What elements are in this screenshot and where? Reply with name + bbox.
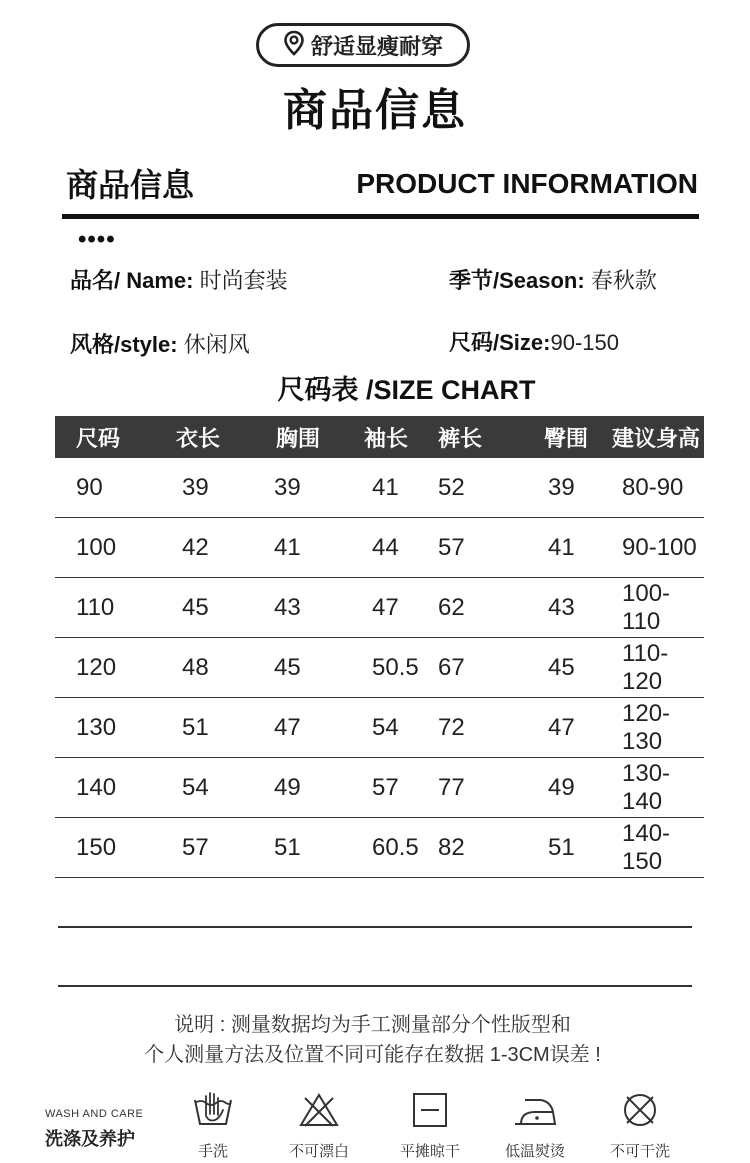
table-cell: 45: [548, 653, 575, 681]
care-item-no-bleach: [274, 1090, 364, 1161]
size-chart-title: 尺码表 /SIZE CHART: [277, 375, 536, 405]
decorative-dots: ••••: [78, 226, 116, 253]
season-value: 春秋款: [590, 268, 657, 293]
name-label: 品名/ Name:: [70, 268, 194, 293]
table-cell: 120-130: [622, 699, 671, 755]
table-cell: 150: [76, 833, 117, 861]
season-label: 季节/Season:: [449, 268, 585, 293]
section-title-cn: 商品信息: [66, 167, 195, 203]
table-cell: 47: [372, 593, 399, 621]
table-row: [55, 458, 704, 518]
table-cell: 54: [372, 713, 399, 741]
header-cell: 胸围: [276, 425, 321, 451]
no-dry-clean-icon: [595, 1090, 685, 1130]
location-pin-icon: [283, 30, 305, 61]
table-row: [55, 518, 704, 578]
care-label: 不可干洗: [609, 1143, 670, 1160]
info-style: [70, 328, 250, 359]
header-cell: 尺码: [76, 425, 121, 451]
table-cell: 39: [548, 473, 575, 501]
style-value: 休闲风: [183, 332, 250, 357]
dry-flat-icon: [385, 1090, 475, 1130]
table-cell: 52: [438, 473, 465, 501]
care-item-low-iron: [490, 1090, 580, 1161]
size-chart-header-row: [55, 416, 704, 458]
care-item-hand-wash: [168, 1090, 258, 1161]
care-label: 低温熨烫: [504, 1143, 565, 1160]
measurement-note-line2: 个人测量方法及位置不同可能存在数据 1-3CM误差 !: [144, 1044, 601, 1066]
table-cell: 140: [76, 773, 117, 801]
info-name: [70, 264, 288, 295]
table-cell: 77: [438, 773, 465, 801]
tagline-text: 舒适显瘦耐穿: [310, 33, 443, 59]
table-cell: 57: [182, 833, 209, 861]
table-cell: 41: [372, 473, 399, 501]
hero-title: 商品信息: [283, 86, 467, 135]
care-item-no-dry-clean: [595, 1090, 685, 1161]
table-cell: 130: [76, 713, 117, 741]
table-row: [55, 758, 704, 818]
care-item-dry-flat: [385, 1090, 475, 1161]
table-cell: 110-120: [622, 639, 669, 695]
header-cell: 臀围: [544, 425, 589, 451]
table-empty-row-line: [58, 926, 692, 928]
table-row: [55, 698, 704, 758]
table-cell: 48: [182, 653, 209, 681]
size-value: 90-150: [550, 330, 619, 355]
table-cell: 67: [438, 653, 465, 681]
info-season: [449, 264, 657, 295]
table-cell: 51: [274, 833, 301, 861]
table-cell: 57: [372, 773, 399, 801]
table-cell: 39: [182, 473, 209, 501]
table-cell: 62: [438, 593, 465, 621]
section-divider: [62, 214, 699, 219]
size-label: 尺码/Size:: [449, 330, 551, 355]
header-cell: 袖长: [364, 425, 409, 451]
table-cell: 47: [548, 713, 575, 741]
care-label: 手洗: [197, 1143, 228, 1160]
low-iron-icon: [490, 1090, 580, 1130]
table-cell: 43: [548, 593, 575, 621]
table-cell: 54: [182, 773, 209, 801]
care-label: 不可漂白: [288, 1143, 349, 1160]
style-label: 风格/style:: [70, 332, 178, 357]
table-cell: 140-150: [622, 819, 671, 875]
table-cell: 82: [438, 833, 465, 861]
tagline-badge: [256, 23, 470, 67]
care-title-en: WASH AND CARE: [45, 1108, 144, 1120]
table-cell: 130-140: [622, 759, 671, 815]
size-chart-table: [55, 416, 704, 878]
measurement-note-line1: 说明 : 测量数据均为手工测量部分个性版型和: [174, 1014, 571, 1036]
hand-wash-icon: [168, 1090, 258, 1130]
table-cell: 50.5: [372, 653, 419, 681]
table-cell: 49: [548, 773, 575, 801]
table-cell: 39: [274, 473, 301, 501]
table-cell: 72: [438, 713, 465, 741]
table-cell: 45: [274, 653, 301, 681]
table-row: [55, 578, 704, 638]
table-cell: 44: [372, 533, 399, 561]
header-cell: 建议身高: [612, 425, 701, 451]
table-cell: 100-110: [622, 579, 671, 635]
table-cell: 42: [182, 533, 209, 561]
table-cell: 80-90: [622, 473, 684, 501]
table-cell: 47: [274, 713, 301, 741]
no-bleach-icon: [274, 1090, 364, 1130]
name-value: 时尚套装: [199, 268, 288, 293]
table-cell: 41: [548, 533, 575, 561]
table-cell: 41: [274, 533, 301, 561]
table-cell: 49: [274, 773, 301, 801]
table-cell: 51: [548, 833, 575, 861]
table-cell: 100: [76, 533, 117, 561]
table-row: [55, 638, 704, 698]
header-cell: 裤长: [438, 425, 483, 451]
info-size: [449, 326, 619, 357]
table-cell: 90: [76, 473, 103, 501]
table-cell: 90-100: [622, 533, 697, 561]
table-cell: 43: [274, 593, 301, 621]
header-cell: 衣长: [176, 425, 221, 451]
care-title-cn: 洗涤及养护: [45, 1129, 135, 1149]
table-row: [55, 818, 704, 878]
table-cell: 110: [76, 593, 115, 621]
table-cell: 51: [182, 713, 209, 741]
table-cell: 45: [182, 593, 209, 621]
table-cell: 60.5: [372, 833, 419, 861]
table-empty-row-line: [58, 985, 692, 987]
care-label: 平摊晾干: [399, 1143, 460, 1160]
table-cell: 120: [76, 653, 117, 681]
section-title-en: PRODUCT INFORMATION: [356, 168, 698, 199]
table-cell: 57: [438, 533, 465, 561]
